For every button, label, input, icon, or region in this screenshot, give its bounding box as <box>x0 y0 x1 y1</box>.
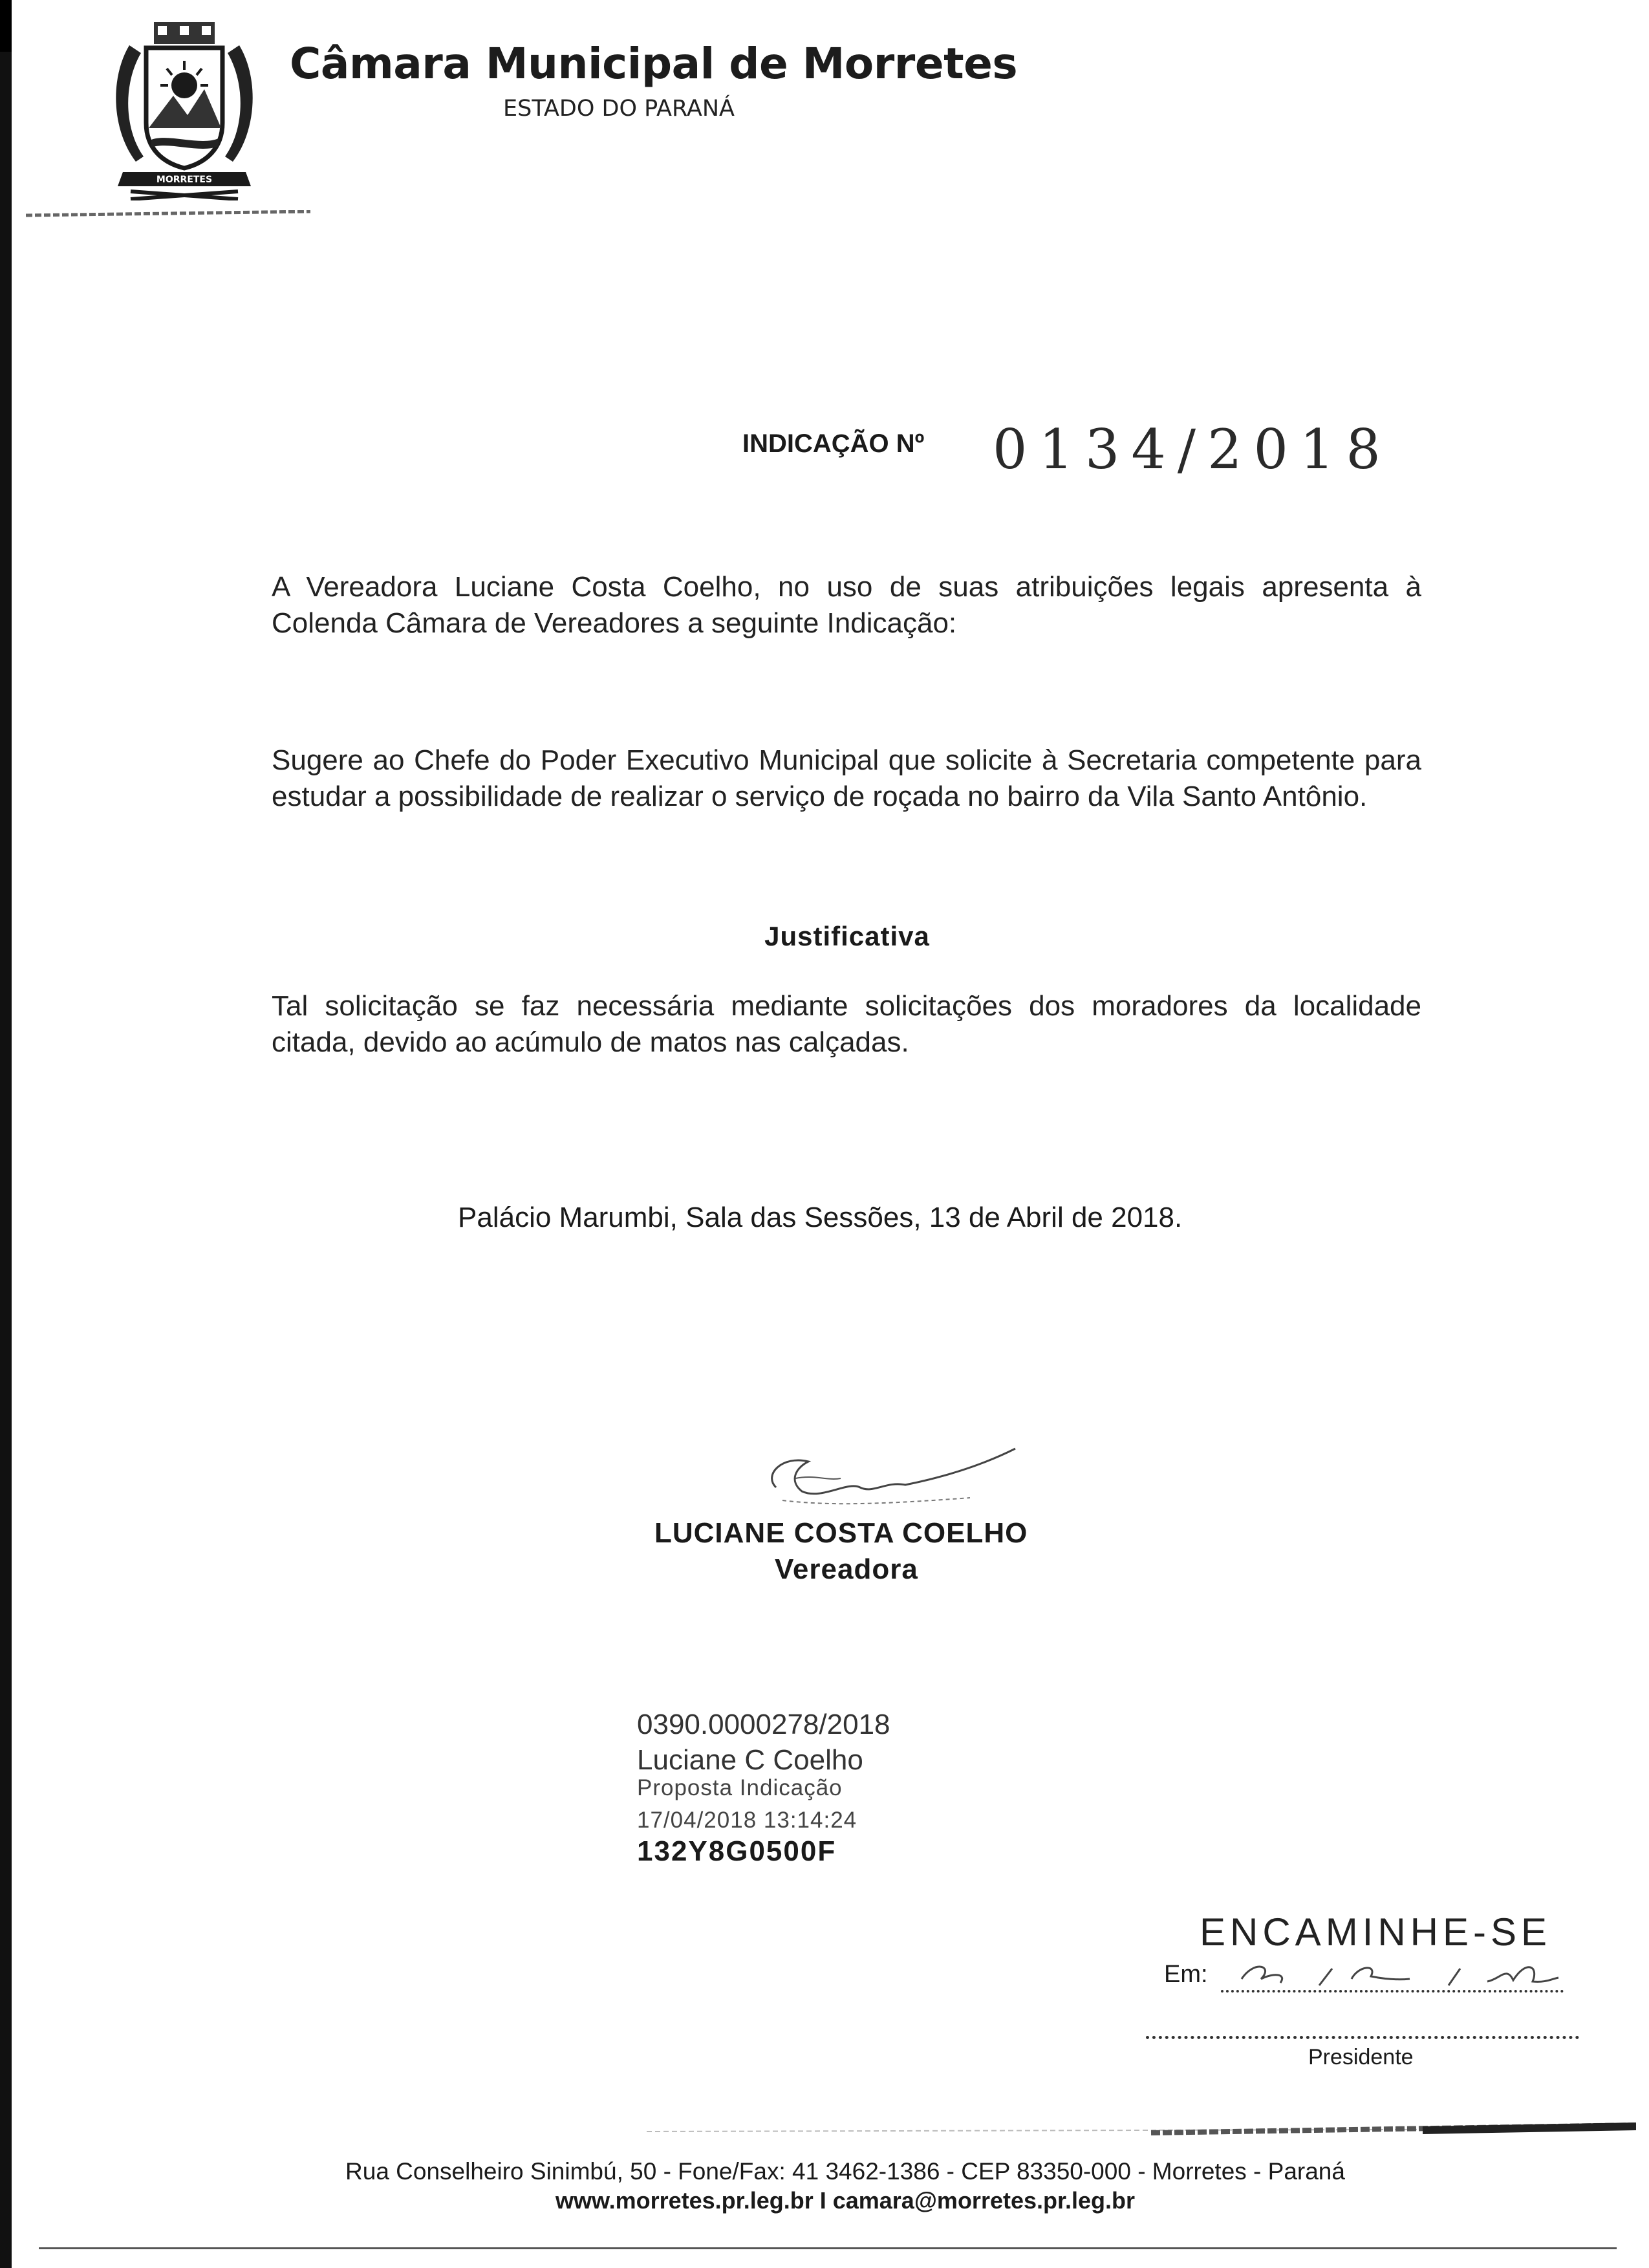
institution-title: Câmara Municipal de Morretes <box>290 39 1018 89</box>
signatory-role: Vereadora <box>775 1553 918 1585</box>
scan-edge-mark <box>0 0 12 52</box>
page-bottom-rule <box>39 2247 1617 2249</box>
indicacao-label: INDICAÇÃO Nº <box>742 429 925 458</box>
justification-paragraph: Tal solicitação se faz necessária mediante solicitações dos moradores da localidade citada, devido ao acúmulo de matos nas calçadas. <box>272 990 1421 1058</box>
suggestion-paragraph: Sugere ao Chefe do Poder Executivo Municipal que solicite à Secretaria competente para estudar a possibilidade de realizar o serviço de roçada no bairro da Vila Santo Antônio. <box>272 744 1421 812</box>
indicacao-number: 0134/2018 <box>993 418 1392 481</box>
footer-address: Rua Conselheiro Sinimbú, 50 - Fone/Fax: 41 3462-1386 - CEP 83350-000 - Morretes - Paraná <box>345 2158 1345 2185</box>
justification-heading: Justificativa <box>764 921 930 951</box>
handwritten-signature <box>757 1436 1028 1520</box>
stamp-signature-line <box>1146 2036 1579 2039</box>
stamp-role: Presidente <box>1308 2045 1414 2069</box>
municipal-crest <box>103 19 265 200</box>
institution-subtitle: ESTADO DO PARANÁ <box>503 96 735 122</box>
footer-web: www.morretes.pr.leg.br I camara@morretes.pr.leg.br <box>555 2187 1136 2214</box>
footer-divider <box>647 2120 1636 2138</box>
protocol-code: 0390.0000278/2018 <box>637 1709 890 1740</box>
signatory-name: LUCIANE COSTA COELHO <box>654 1517 1028 1549</box>
handwritten-date <box>1216 1940 1578 1992</box>
closing-line: Palácio Marumbi, Sala das Sessões, 13 de Abril de 2018. <box>458 1202 1183 1233</box>
intro-paragraph: A Vereadora Luciane Costa Coelho, no uso de suas atribuições legais apresenta à Colenda Câmara de Vereadores a seguinte Indicação: <box>272 571 1421 639</box>
protocol-hash: 132Y8G0500F <box>637 1835 837 1867</box>
stamp-date-label: Em: <box>1164 1961 1208 1988</box>
protocol-datetime: 17/04/2018 13:14:24 <box>637 1808 857 1833</box>
scan-edge <box>0 0 12 2268</box>
protocol-type: Proposta Indicação <box>637 1775 843 1800</box>
stamp-title: ENCAMINHE-SE <box>1200 1910 1552 1954</box>
protocol-author: Luciane C Coelho <box>637 1744 863 1776</box>
crest-ribbon-text: MORRETES <box>156 175 213 185</box>
header-divider <box>26 210 310 218</box>
